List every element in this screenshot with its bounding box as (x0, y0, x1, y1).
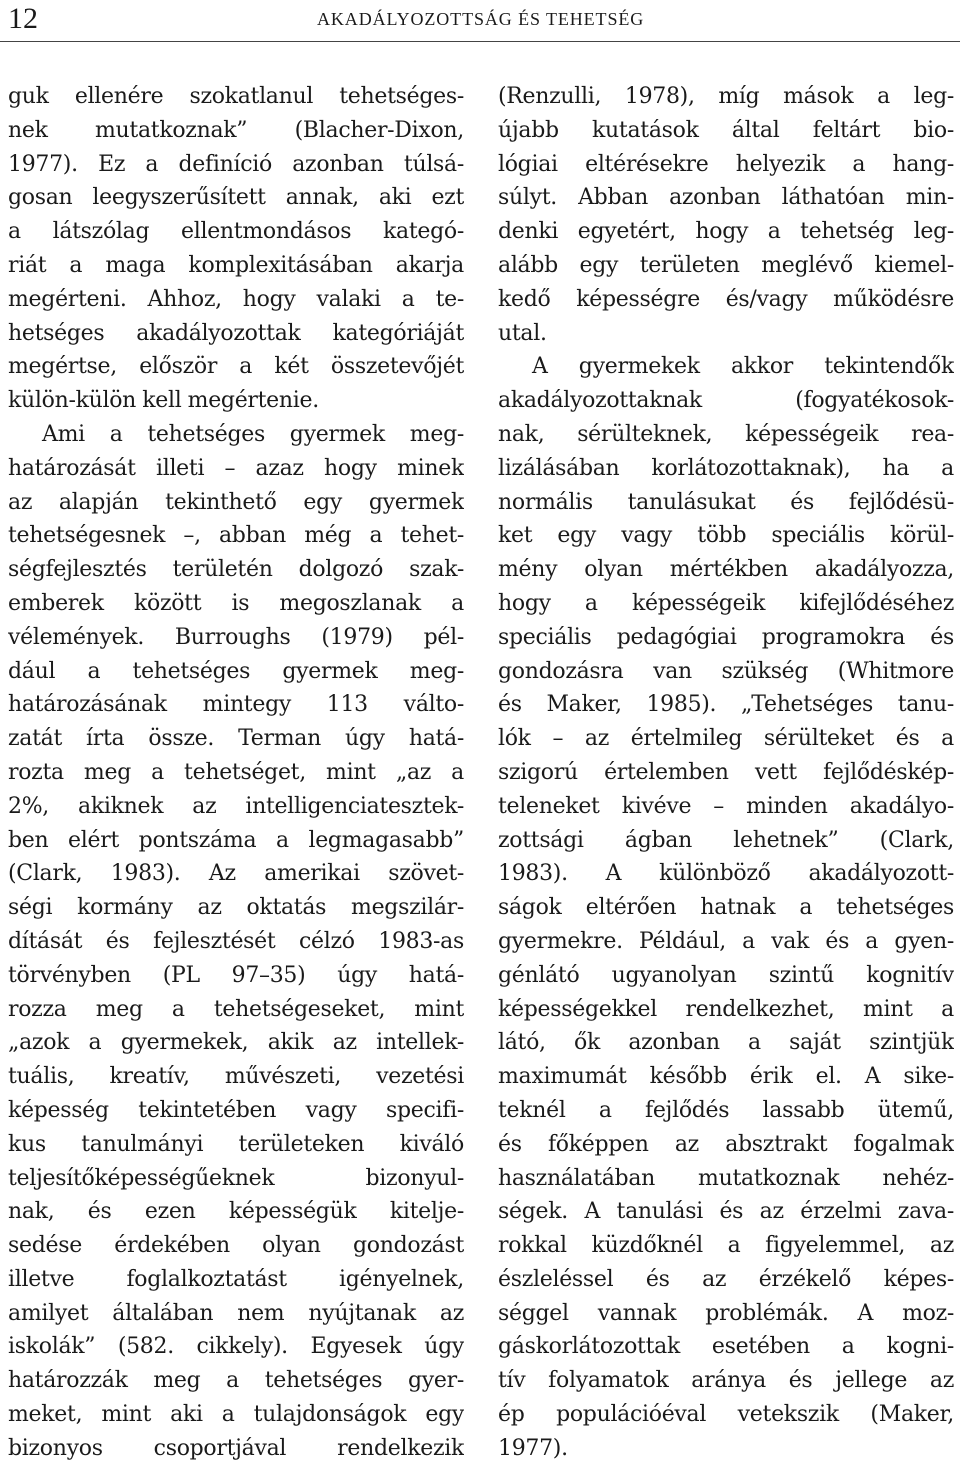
page-number: 12 (8, 2, 38, 35)
text-line: látó, ők azonban a saját szintjük (498, 1030, 954, 1056)
text-line: lók – az értelmileg sérülteket és a (498, 726, 954, 752)
text-line: vélemények. Burroughs (1979) pél- (8, 624, 464, 650)
text-line: guk ellenére szokatlanul tehetséges- (8, 84, 464, 109)
text-line: és főképpen az absztrakt fogalmak (498, 1131, 954, 1157)
text-line: határozzák meg a tehetséges gyer- (8, 1368, 464, 1394)
text-line: rokkal küzdőknél a figyelemmel, az (498, 1233, 954, 1259)
text-line: emberek között is megoszlanak a (8, 590, 464, 616)
text-line: alább egy területen meglévő kiemel- (498, 252, 954, 278)
text-line: 1977). (498, 1435, 568, 1461)
text-line: nek mutatkoznak” (Blacher-Dixon, (8, 117, 464, 143)
text-line: nak, sérülteknek, képességeik rea- (498, 421, 954, 447)
right-column (498, 80, 954, 1466)
text-line: kedő képességre és/vagy működésre (498, 286, 954, 312)
text-line: használatában mutatkoznak nehéz- (498, 1165, 954, 1191)
text-line: akadályozottaknak (fogyatékosok- (498, 388, 954, 414)
text-line: génlátó ugyanolyan szintű kognitív (498, 962, 954, 988)
text-line: és Maker, 1985). „Tehetséges tanu- (498, 692, 954, 718)
text-line: határozását illeti – azaz hogy minek (8, 455, 464, 481)
text-line: tuális, kreatív, művészeti, vezetési (8, 1064, 464, 1090)
text-line: zatát írta össze. Terman úgy hatá- (8, 726, 464, 752)
text-line: a látszólag ellentmondásos kategó- (8, 219, 464, 245)
text-line: mény olyan mértékben akadályozza, (498, 557, 954, 583)
text-line: újabb kutatások által feltárt bio- (498, 117, 954, 143)
text-line: tehetségesnek –, abban még a tehet- (8, 523, 464, 549)
text-line: gyermekre. Például, a vak és a gyen- (498, 928, 954, 954)
text-line: teleneket kivéve – minden akadályo- (498, 793, 954, 819)
text-line: ségi kormány az oktatás megszilár- (8, 895, 464, 921)
text-line: megérteni. Ahhoz, hogy valaki a te- (8, 286, 464, 312)
text-line: (Clark, 1983). Az amerikai szövet- (8, 861, 464, 887)
text-line: „azok a gyermekek, akik az intellek- (8, 1030, 464, 1056)
text-line: rozta meg a tehetséget, mint „az a (8, 759, 464, 785)
text-line: teknél a fejlődés lassabb ütemű, (498, 1097, 954, 1123)
text-line: ép populációéval vetekszik (Maker, (498, 1402, 954, 1428)
text-line: ségek. A tanulási és az érzelmi zava- (498, 1199, 954, 1225)
text-line: ságok eltérően hatnak a tehetséges (498, 895, 954, 921)
text-line: kus tanulmányi területeken kiváló (8, 1131, 464, 1157)
text-line: 2%, akiknek az intelligenciatesztek- (8, 793, 464, 819)
text-line: súlyt. Abban azonban láthatóan min- (498, 185, 954, 211)
text-line: lógiai eltérésekre helyezik a hang- (498, 151, 954, 177)
text-line: amilyet általában nem nyújtanak az (8, 1300, 464, 1326)
text-line: A gyermekek akkor tekintendők (532, 354, 954, 380)
text-line: denki egyetért, hogy a tehetség leg- (498, 219, 954, 245)
text-line: gáskorlátozottak esetében a kogni- (498, 1334, 954, 1360)
text-line: maximumát később érik el. A sike- (498, 1064, 954, 1090)
text-line: riát a maga komplexitásában akarja (8, 252, 464, 278)
text-line: normális tanulásukat és fejlődésü- (498, 489, 954, 515)
text-line: törvényben (PL 97–35) úgy hatá- (8, 962, 464, 988)
text-line: illetve foglalkoztatást igényelnek, (8, 1266, 464, 1292)
text-line: zottsági ágban lehetnek” (Clark, (498, 827, 954, 853)
text-line: hogy a képességeik kifejlődéséhez (498, 590, 954, 616)
running-head: AKADÁLYOZOTTSÁG ÉS TEHETSÉG (317, 9, 645, 29)
text-line: gondozásra van szükség (Whitmore (498, 658, 954, 684)
text-line: képességekkel rendelkezhet, mint a (498, 996, 954, 1022)
text-line: 1983). A különböző akadályozott- (498, 861, 954, 887)
text-line: külön-külön kell megértenie. (8, 388, 319, 414)
text-line: utal. (498, 320, 547, 346)
text-line: ben elért pontszáma a legmagasabb” (8, 827, 464, 853)
text-line: képesség tekintetében vagy specifi- (8, 1097, 464, 1123)
text-line: megértse, először a két összetevőjét (8, 354, 464, 380)
left-column (8, 80, 464, 1466)
text-line: rozza meg a tehetségeseket, mint (8, 996, 464, 1022)
text-line: (Renzulli, 1978), míg mások a leg- (498, 84, 954, 109)
text-line: tív folyamatok aránya és jellege az (498, 1368, 954, 1394)
text-line: bizonyos csoportjával rendelkezik (8, 1435, 464, 1461)
text-line: észleléssel és az érzékelő képes- (498, 1266, 954, 1292)
text-line: az alapján tekinthető egy gyermek (8, 489, 464, 515)
text-line: ket egy vagy több speciális körül- (498, 523, 954, 549)
header-rule (0, 41, 960, 42)
text-line: hetséges akadályozottak kategóriáját (8, 320, 464, 346)
text-line: iskolák” (582. cikkely). Egyesek úgy (8, 1334, 464, 1360)
text-line: 1977). Ez a definíció azonban túlsá- (8, 151, 464, 177)
text-line: dául a tehetséges gyermek meg- (8, 658, 464, 684)
text-line: lizálásában korlátozottaknak), ha a (498, 455, 954, 481)
text-line: Ami a tehetséges gyermek meg- (42, 421, 464, 447)
text-line: gosan leegyszerűsített annak, aki ezt (8, 185, 464, 211)
text-line: meket, mint aki a tulajdonságok egy (8, 1402, 464, 1428)
page-header (0, 0, 960, 44)
text-line: dítását és fejlesztését célzó 1983-as (8, 928, 464, 954)
text-line: séggel vannak problémák. A moz- (498, 1300, 954, 1326)
text-line: sedése érdekében olyan gondozást (8, 1233, 464, 1259)
text-line: határozásának mintegy 113 válto- (8, 692, 464, 718)
text-line: teljesítőképességűeknek bizonyul- (8, 1165, 464, 1191)
text-line: nak, és ezen képességük kitelje- (8, 1199, 464, 1225)
text-line: speciális pedagógiai programokra és (498, 624, 954, 650)
text-line: ségfejlesztés területén dolgozó szak- (8, 557, 464, 583)
text-line: szigorú értelemben vett fejlődéskép- (498, 759, 954, 785)
